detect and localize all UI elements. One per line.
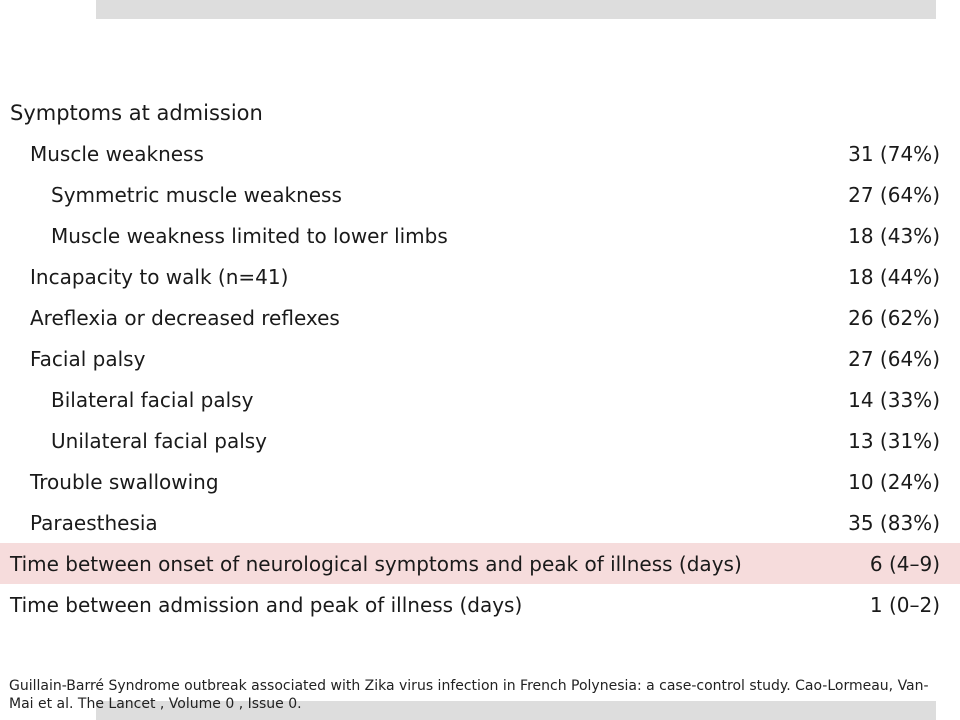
row-value: 27 (64%) — [848, 183, 940, 207]
table-row — [0, 461, 960, 502]
table-row — [0, 420, 960, 461]
row-label: Time between onset of neurological symptoms and peak of illness (days) — [10, 552, 742, 576]
table-row — [0, 133, 960, 174]
citation-text: Guillain-Barré Syndrome outbreak associated with Zika virus infection in French Polynesia: a case-control study. Cao-Lormeau, Van-Mai et al. The Lancet , Volume 0 , Issue 0. — [9, 678, 929, 712]
row-value: 27 (64%) — [848, 347, 940, 371]
row-label: Muscle weakness — [30, 142, 204, 166]
table-row — [0, 584, 960, 625]
table-row-highlighted — [0, 543, 960, 584]
table-row — [0, 502, 960, 543]
row-value: 31 (74%) — [848, 142, 940, 166]
table-row — [0, 215, 960, 256]
row-label: Incapacity to walk (n=41) — [30, 265, 289, 289]
row-value: 1 (0–2) — [869, 593, 940, 617]
row-label: Trouble swallowing — [30, 470, 219, 494]
row-value: 13 (31%) — [848, 429, 940, 453]
row-label: Paraesthesia — [30, 511, 158, 535]
row-label: Unilateral facial palsy — [51, 429, 268, 453]
row-label: Symmetric muscle weakness — [51, 183, 342, 207]
row-label: Facial palsy — [30, 347, 146, 371]
section-heading: Symptoms at admission — [10, 101, 263, 125]
row-value: 35 (83%) — [848, 511, 940, 535]
row-value: 10 (24%) — [848, 470, 940, 494]
table-row — [0, 256, 960, 297]
row-value: 18 (43%) — [848, 224, 940, 248]
row-value: 26 (62%) — [848, 306, 940, 330]
row-label: Bilateral facial palsy — [51, 388, 254, 412]
top-decorative-bar — [96, 0, 936, 19]
table-row — [0, 297, 960, 338]
table-row — [0, 338, 960, 379]
row-value: 6 (4–9) — [869, 552, 940, 576]
row-label: Muscle weakness limited to lower limbs — [51, 224, 448, 248]
row-label: Areflexia or decreased reflexes — [30, 306, 340, 330]
row-value: 18 (44%) — [848, 265, 940, 289]
table-row — [0, 379, 960, 420]
table-row — [0, 174, 960, 215]
row-value: 14 (33%) — [848, 388, 940, 412]
row-label: Time between admission and peak of illness (days) — [10, 593, 523, 617]
